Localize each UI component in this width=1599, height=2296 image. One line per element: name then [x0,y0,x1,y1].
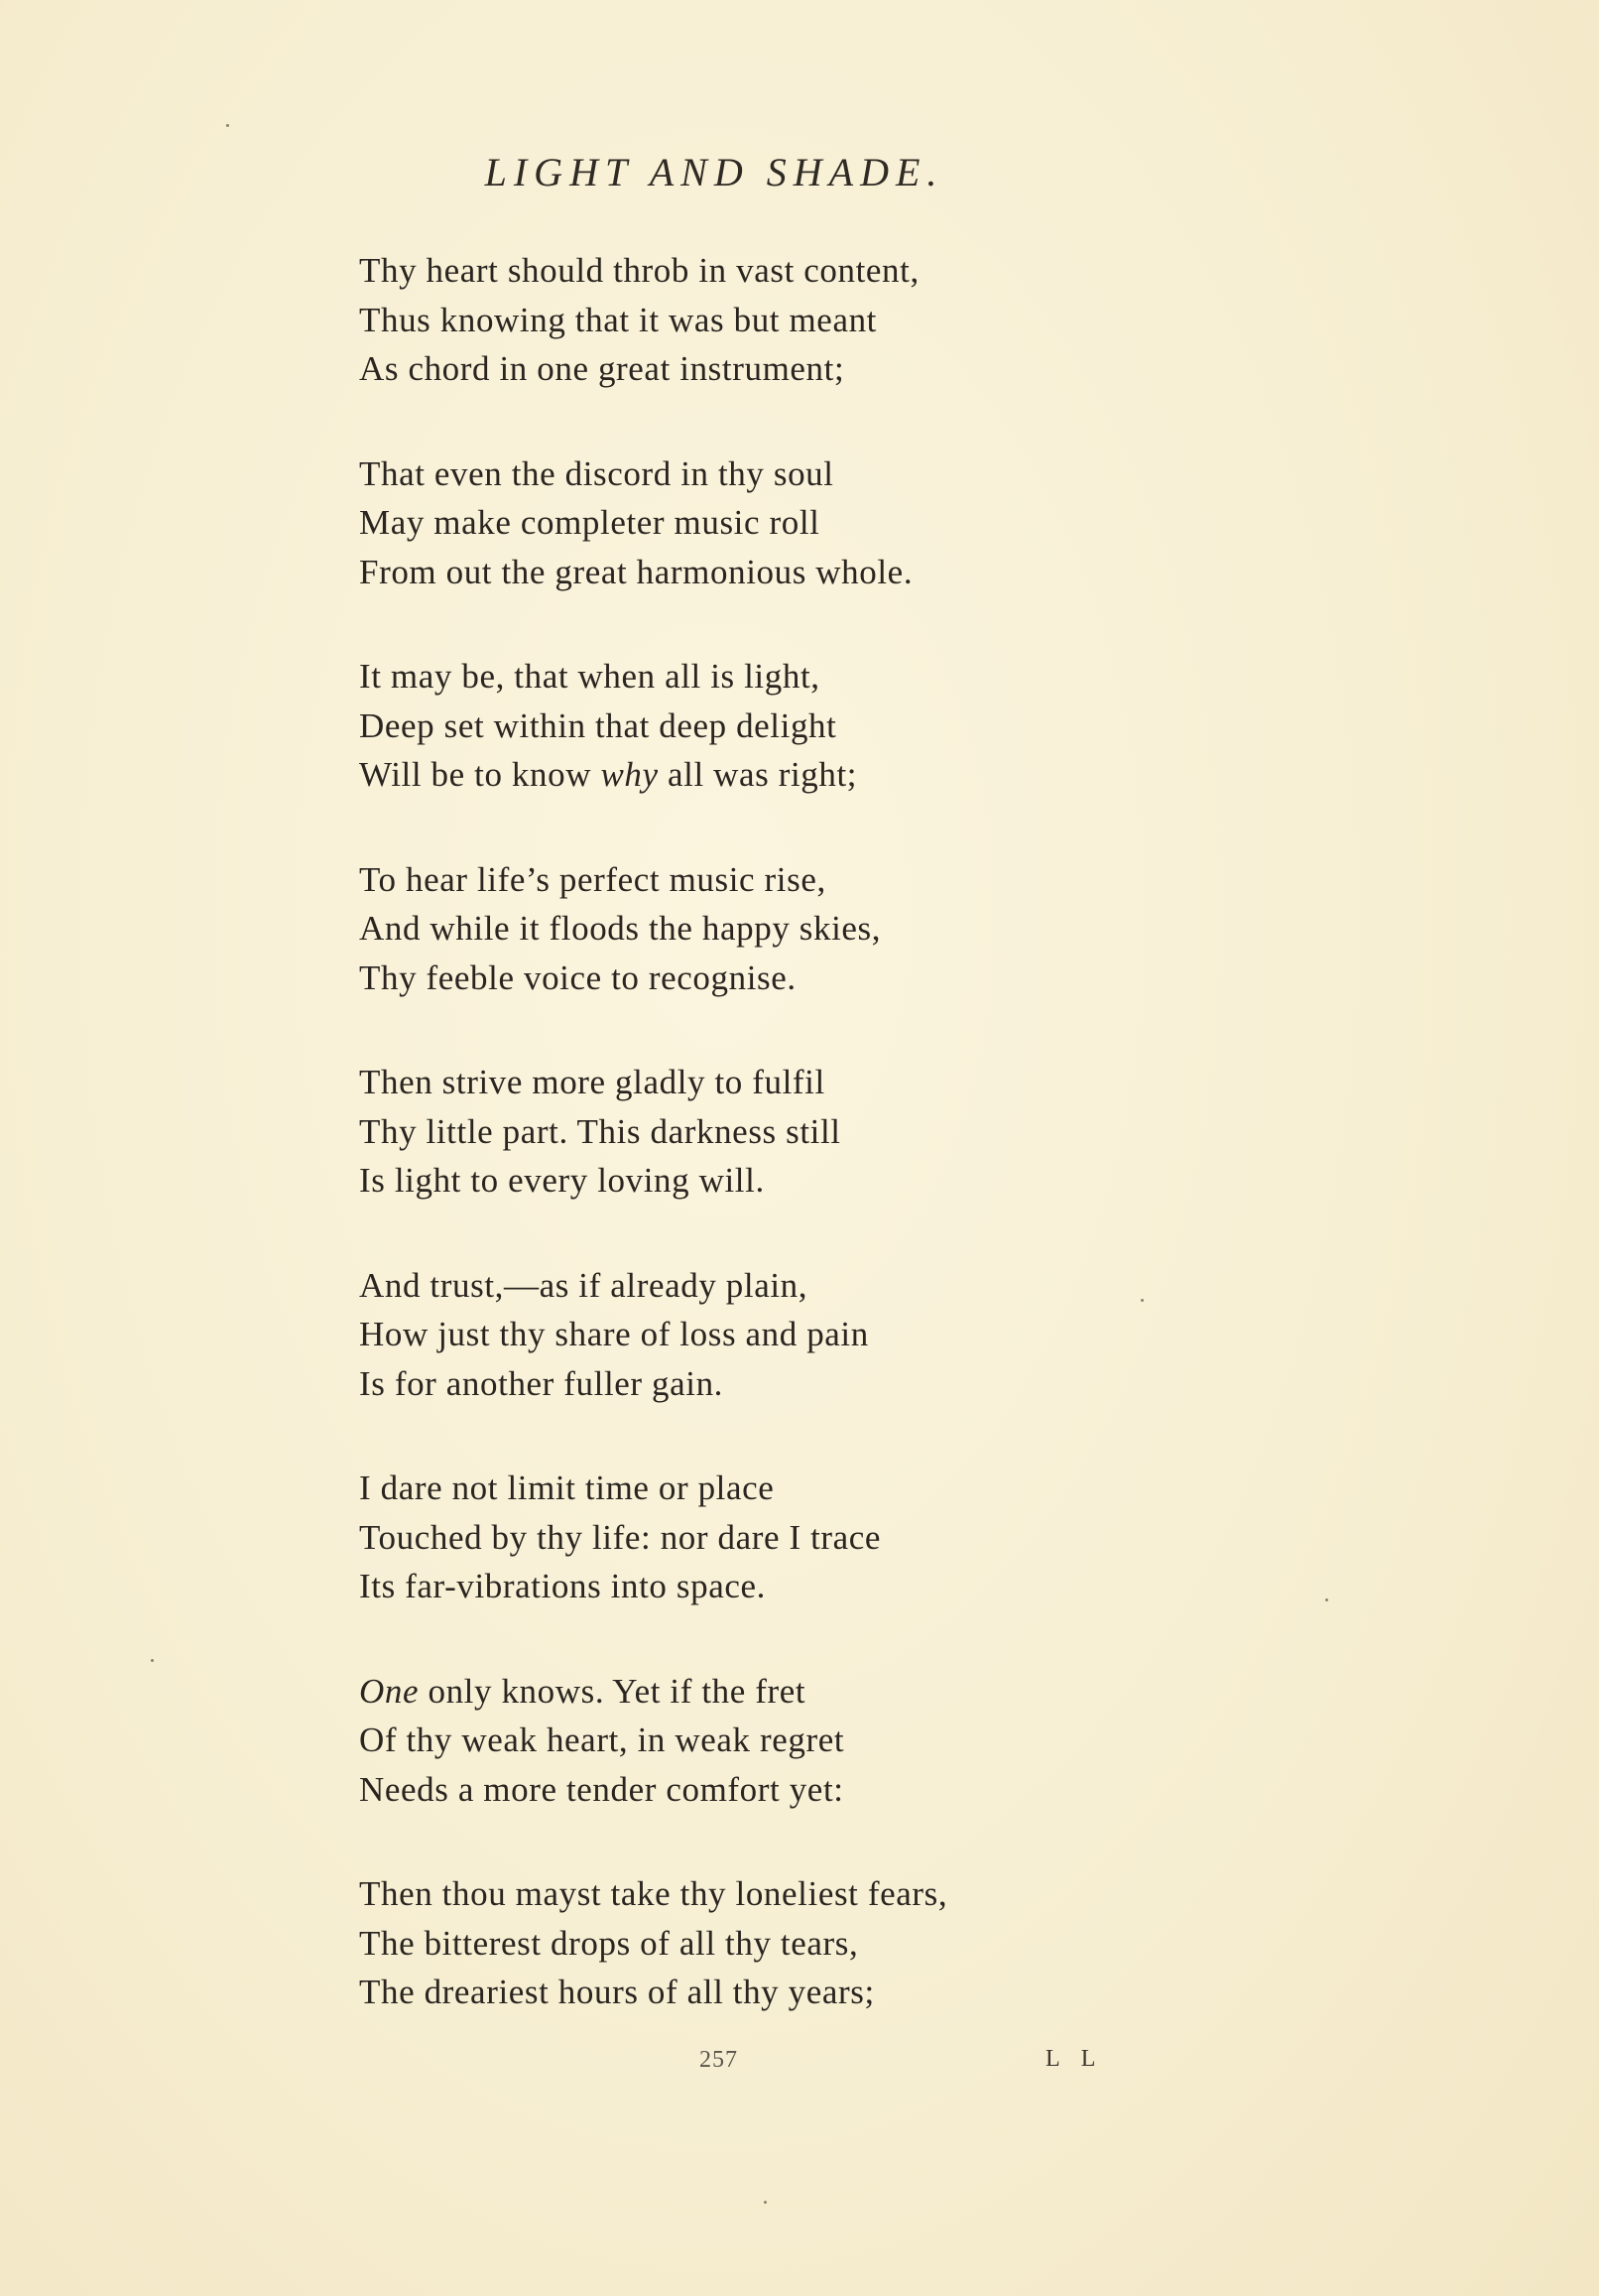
poem-line: Thus knowing that it was but meant [359,300,878,339]
line-text: Will be to know [359,755,601,794]
poem-line: Then strive more gladly to fulfil [359,1063,825,1101]
poem-line: Of thy weak heart, in weak regret [359,1721,845,1759]
poem-line: I dare not limit time or place [359,1468,775,1507]
poem-line: Then thou mayst take thy loneliest fears, [359,1874,948,1913]
paper-speck [1141,1299,1144,1302]
emphasis-word: One [359,1671,420,1711]
paper-speck [764,2201,767,2204]
paper-speck [226,124,229,127]
poem-line: And while it floods the happy skies, [359,909,882,948]
stanza-2 [359,449,1113,597]
stanza-1 [359,246,1113,394]
signature-mark: L L [1046,2046,1104,2072]
poem-line: Needs a more tender comfort yet: [359,1769,844,1809]
poem-line [359,1667,1113,1717]
stanza-9 [359,1869,1113,2017]
emphasis-word: why [600,755,659,794]
poem [359,246,1113,2073]
stanza-4 [359,855,1113,1003]
stanza-6 [359,1261,1113,1409]
poem-line: And trust,—as if already plain, [359,1265,808,1305]
poem-line: Deep set within that deep delight [359,705,837,745]
running-head: LIGHT AND SHADE. [484,150,944,194]
poem-line: That even the discord in thy soul [359,453,834,493]
poem-line: To hear life’s perfect music rise, [359,859,826,899]
poem-line: Thy feeble voice to recognise. [359,957,797,997]
poem-line: The bitterest drops of all thy tears, [359,1923,859,1963]
poem-line: From out the great harmonious whole. [359,552,914,591]
poem-line: Its far-vibrations into space. [359,1567,766,1605]
paper-speck [151,1659,154,1662]
poem-line: May make completer music roll [359,503,820,542]
poem-line: How just thy share of loss and pain [359,1315,869,1353]
poem-line: Touched by thy life: nor dare I trace [359,1517,882,1557]
poem-line [359,750,1113,800]
line-text: all was right; [658,755,858,794]
line-text: only knows. Yet if the fret [419,1671,806,1711]
paper-speck [1325,1598,1328,1601]
page-number: 257 [699,2047,738,2073]
stanza-8 [359,1667,1113,1815]
poem-line: Is light to every loving will. [359,1161,765,1200]
poem-line: Thy little part. This darkness still [359,1111,841,1151]
poem-line: Thy heart should throb in vast content, [359,251,920,290]
poem-line: Is for another fuller gain. [359,1363,724,1403]
stanza-5 [359,1058,1113,1206]
poem-line: As chord in one great instrument; [359,349,845,388]
poem-line: The dreariest hours of all thy years; [359,1973,875,2011]
poem-line: It may be, that when all is light, [359,657,820,696]
stanza-7 [359,1464,1113,1611]
stanza-3 [359,652,1113,800]
